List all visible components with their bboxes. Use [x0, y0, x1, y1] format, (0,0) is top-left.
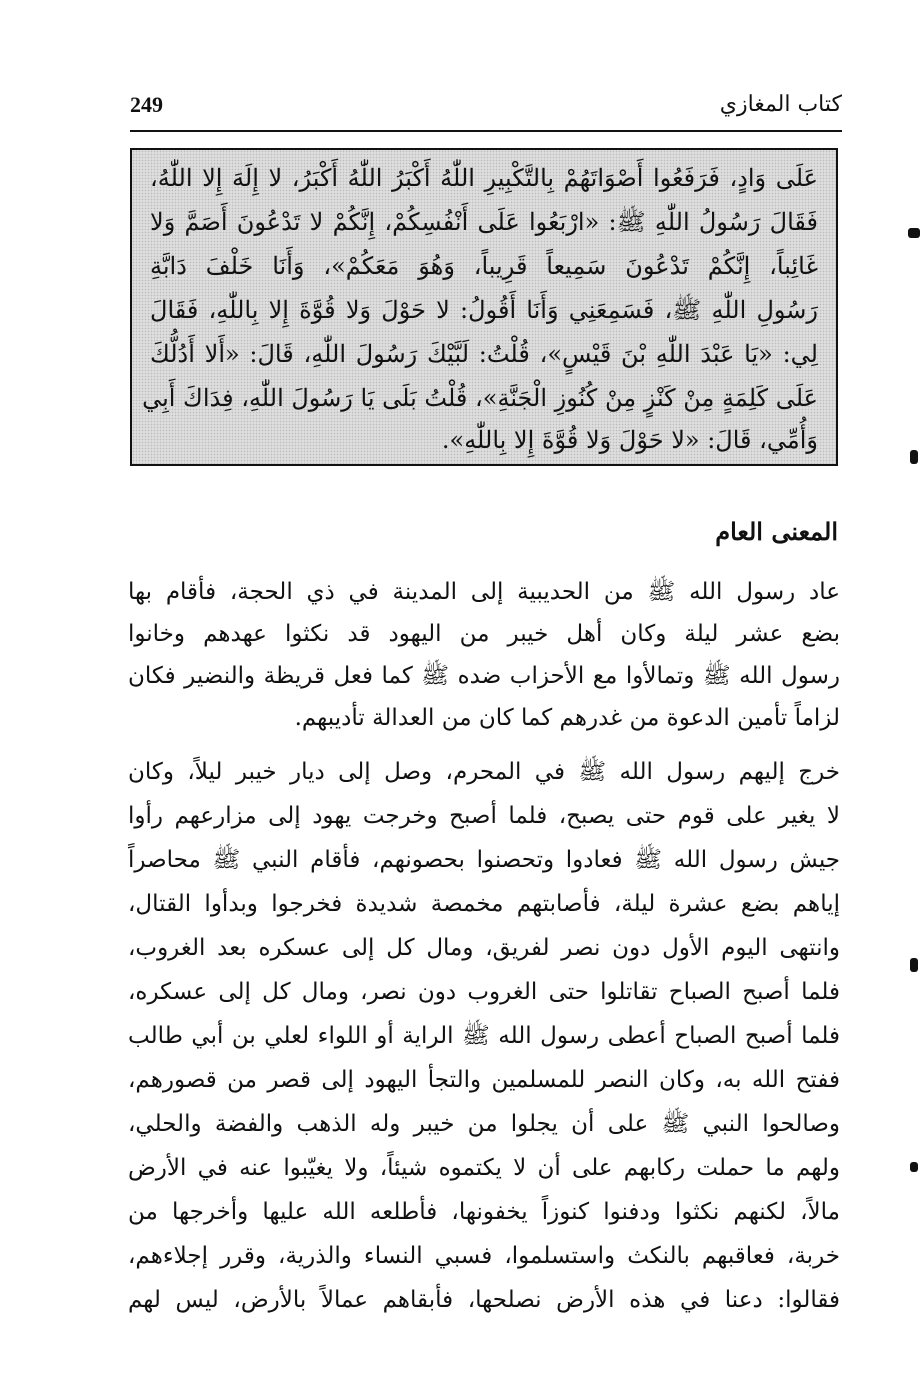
paragraph-line: لا يغير على قوم حتى يصبح، فلما أصبح وخرجت يهود إلى مزارعهم رأوا [128, 803, 840, 829]
paragraph-line: بضع عشر ليلة وكان أهل خيبر من اليهود قد نكثوا عهدهم وخانوا [128, 621, 840, 647]
header-rule [130, 130, 842, 132]
paragraph-line: إياهم بضع عشرة ليلة، فأصابتهم مخمصة شديدة فخرجوا وبدأوا القتال، [128, 891, 840, 917]
paragraph-line: فلما أصبح الصباح أعطى رسول الله ﷺ الراية أو اللواء لعلي بن أبي طالب [128, 1023, 840, 1049]
paragraph-line: ولهم ما حملت ركابهم على أن لا يكتموه شيئاً، ولا يغيّبوا عنه في الأرض [128, 1155, 840, 1181]
hadith-line: وَأُمِّي، قَالَ: «لا حَوْلَ وَلا قُوَّةَ إِلا بِاللّٰهِ». [441, 426, 818, 454]
paragraph-line: فقالوا: دعنا في هذه الأرض نصلحها، فأبقاهم عمالاً بالأرض، ليس لهم [128, 1287, 840, 1313]
page-number: 249 [130, 92, 163, 117]
paragraph-line: وانتهى اليوم الأول دون نصر لفريق، ومال كل إلى عسكره بعد الغروب، [128, 935, 840, 961]
margin-mark [910, 958, 918, 972]
paragraph-line: عاد رسول الله ﷺ من الحديبية إلى المدينة في ذي الحجة، فأقام بها [128, 579, 840, 605]
margin-mark [910, 450, 918, 464]
paragraph-line: مالاً، لكنهم نكثوا ودفنوا كنوزاً يخفونها، فأطلعه الله عليها وأخرجها من [128, 1199, 840, 1225]
section-heading: المعنى العام [715, 517, 838, 546]
hadith-line: لِي: «يَا عَبْدَ اللّٰهِ بْنَ قَيْسٍ»، قُلْتُ: لَبَّيْكَ رَسُولَ اللّٰهِ، قَالَ: «أَلا أَدُلُّكَ [150, 340, 818, 368]
hadith-line: غَائِباً، إِنَّكُمْ تَدْعُونَ سَمِيعاً قَرِيباً، وَهُوَ مَعَكُمْ»، وَأَنَا خَلْفَ دَابَّةِ [150, 252, 818, 280]
hadith-line: عَلَى كَلِمَةٍ مِنْ كَنْزٍ مِنْ كُنُوزِ الْجَنَّةِ»، قُلْتُ بَلَى يَا رَسُولَ اللّٰهِ، فِدَاكَ أَبِي [142, 384, 818, 412]
hadith-line: فَقَالَ رَسُولُ اللّٰهِ ﷺ: «ارْبَعُوا عَلَى أَنْفُسِكُمْ، إِنَّكُمْ لا تَدْعُونَ أَصَمَّ وَلا [150, 208, 818, 236]
running-title: كتاب المغازي [719, 92, 842, 117]
paragraph-line: ففتح الله به، وكان النصر للمسلمين والتجأ اليهود إلى قصر من قصورهم، [128, 1067, 840, 1093]
paragraph-line: وصالحوا النبي ﷺ على أن يجلوا من خيبر وله الذهب والفضة والحلي، [128, 1111, 840, 1137]
paragraph-line: جيش رسول الله ﷺ فعادوا وتحصنوا بحصونهم، فأقام النبي ﷺ محاصراً [128, 847, 840, 873]
margin-mark [910, 1162, 918, 1172]
margin-mark [908, 228, 920, 238]
paragraph-line: فلما أصبح الصباح تقاتلوا حتى الغروب دون نصر، ومال كل إلى عسكره، [128, 979, 840, 1005]
hadith-line: رَسُولِ اللّٰهِ ﷺ، فَسَمِعَنِي وَأَنَا أَقُولُ: لا حَوْلَ وَلا قُوَّةَ إِلا بِاللّٰهِ، فَقَالَ [150, 296, 818, 324]
paragraph-line: رسول الله ﷺ وتمالأوا مع الأحزاب ضده ﷺ كما فعل قريظة والنضير فكان [128, 663, 840, 689]
paragraph-line: لزاماً تأمين الدعوة من غدرهم كما كان من العدالة تأديبهم. [294, 705, 840, 731]
paragraph-line: خربة، فعاقبهم بالنكث واستسلموا، فسبي النساء والذرية، وقرر إجلاءهم، [128, 1243, 840, 1269]
page-header [130, 92, 842, 128]
hadith-box [130, 148, 838, 466]
paragraph-line: خرج إليهم رسول الله ﷺ في المحرم، وصل إلى ديار خيبر ليلاً، وكان [128, 759, 840, 785]
hadith-line: عَلَى وَادٍ، فَرَفَعُوا أَصْوَاتَهُمْ بِالتَّكْبِيرِ اللّٰهُ أَكْبَرُ اللّٰهُ أَكْبَرُ، لا إِلَهَ إِلا اللّٰهُ، [150, 164, 818, 192]
